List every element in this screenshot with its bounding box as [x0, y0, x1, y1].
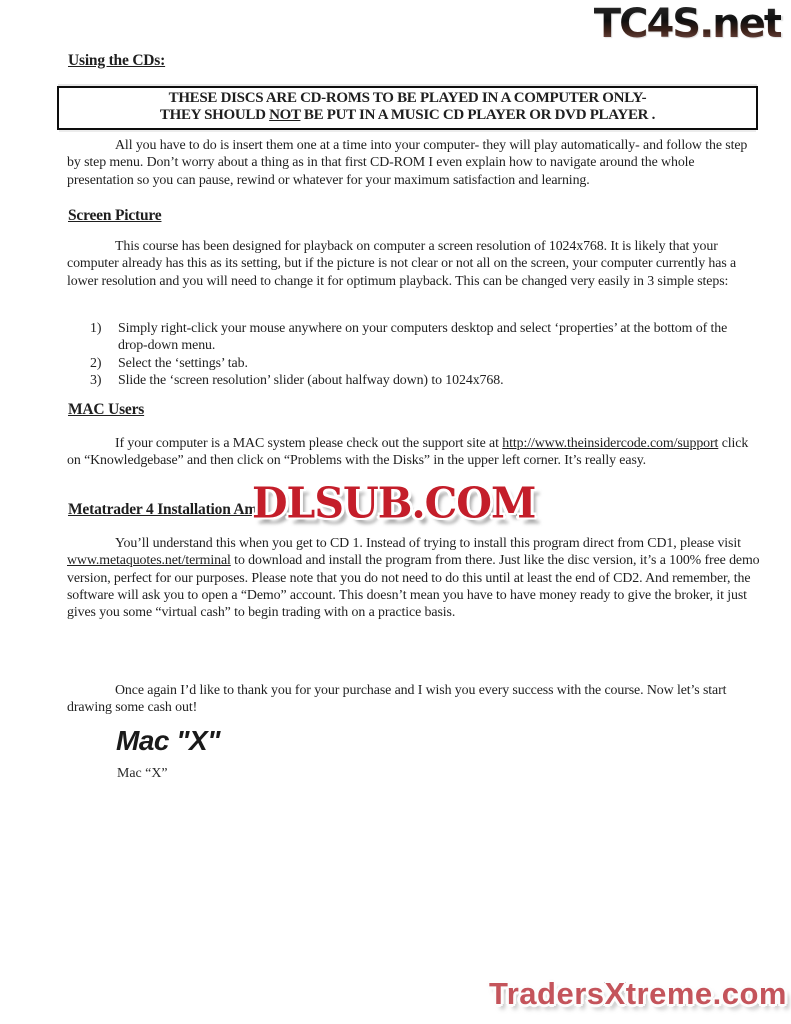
screen-picture-paragraph: This course has been designed for playback on computer a screen resolution of 1024x768. It is likely that your computer already has this as its setting, but if the picture is not clear or not all on the screen, your computer currently has a lower resolution and you will need to change it for optimum playback. This can be changed very easily in 3 simple steps: — [67, 239, 737, 289]
screen-picture-heading: Screen Picture — [68, 207, 162, 224]
resolution-steps-list — [90, 320, 750, 389]
signature-typed: Mac “X” — [117, 766, 168, 781]
metatrader-heading: Metatrader 4 Installation Ame — [68, 501, 264, 518]
list-item — [90, 355, 750, 372]
step-text: Simply right-click your mouse anywhere on your computers desktop and select ‘properties’ at the bottom of the drop-down menu. — [118, 321, 728, 354]
intro-paragraph: All you have to do is insert them one at a time into your computer- they will play automatically- and follow the step by step menu. Don’t worry about a thing as in that first CD-ROM I even explain how to navigate around the whole presentation so you can pause, rewind or whatever for your maximum satisfaction and learning. — [67, 138, 748, 188]
step-text: Slide the ‘screen resolution’ slider (about halfway down) to 1024x768. — [118, 372, 504, 388]
warning-not-emphasis: NOT — [269, 107, 301, 123]
tradersxtreme-logo: TradersXtreme.com — [489, 976, 787, 1011]
signature-script: Mac "X" — [116, 725, 220, 756]
insidercode-support-link[interactable]: http://www.theinsidercode.com/support — [502, 436, 719, 451]
tc4s-logo: TC4S.net — [593, 1, 781, 47]
metaquotes-link[interactable]: www.metaquotes.net/terminal — [67, 553, 231, 569]
step-number: 3) — [90, 372, 102, 388]
metatrader-paragraph: You’ll understand this when you get to CD 1. Instead of trying to install this program direct from CD1, please visit www.metaquotes.net/terminal to download and install the program from there. Just like the disc version, it’s a 100% free demo version, perfect for our purposes. Please note that you do not need to do this until at least the end of CD2. And remember, the software will ask you to open a “Demo” account. This doesn’t mean you have to have money ready to give the broker, it just gives you some “virtual cash” to begin trading with on a practice basis. — [67, 536, 760, 621]
step-number: 1) — [90, 321, 102, 336]
cd-warning-box — [57, 86, 758, 130]
mac-users-heading: MAC Users — [68, 401, 145, 418]
dlsub-watermark: DLSUB.COM — [252, 478, 536, 528]
using-cds-heading: Using the CDs: — [68, 52, 166, 69]
step-number: 2) — [90, 355, 102, 371]
list-item — [90, 320, 750, 355]
warning-line-1: THESE DISCS ARE CD-ROMS TO BE PLAYED IN A COMPUTER ONLY- — [168, 90, 647, 106]
mac-users-paragraph: If your computer is a MAC system please check out the support site at http://www.theinsidercode.com/support click on “Knowledgebase” and then click on “Problems with the Disks” in the upper left corner. It’s really easy. — [67, 436, 749, 469]
step-text: Select the ‘settings’ tab. — [118, 355, 248, 371]
warning-line-2: THEY SHOULD NOT BE PUT IN A MUSIC CD PLAYER OR DVD PLAYER . — [159, 107, 656, 123]
closing-paragraph: Once again I’d like to thank you for your purchase and I wish you every success with the course. Now let’s start drawing some cash out! — [67, 683, 727, 716]
list-item — [90, 372, 750, 389]
